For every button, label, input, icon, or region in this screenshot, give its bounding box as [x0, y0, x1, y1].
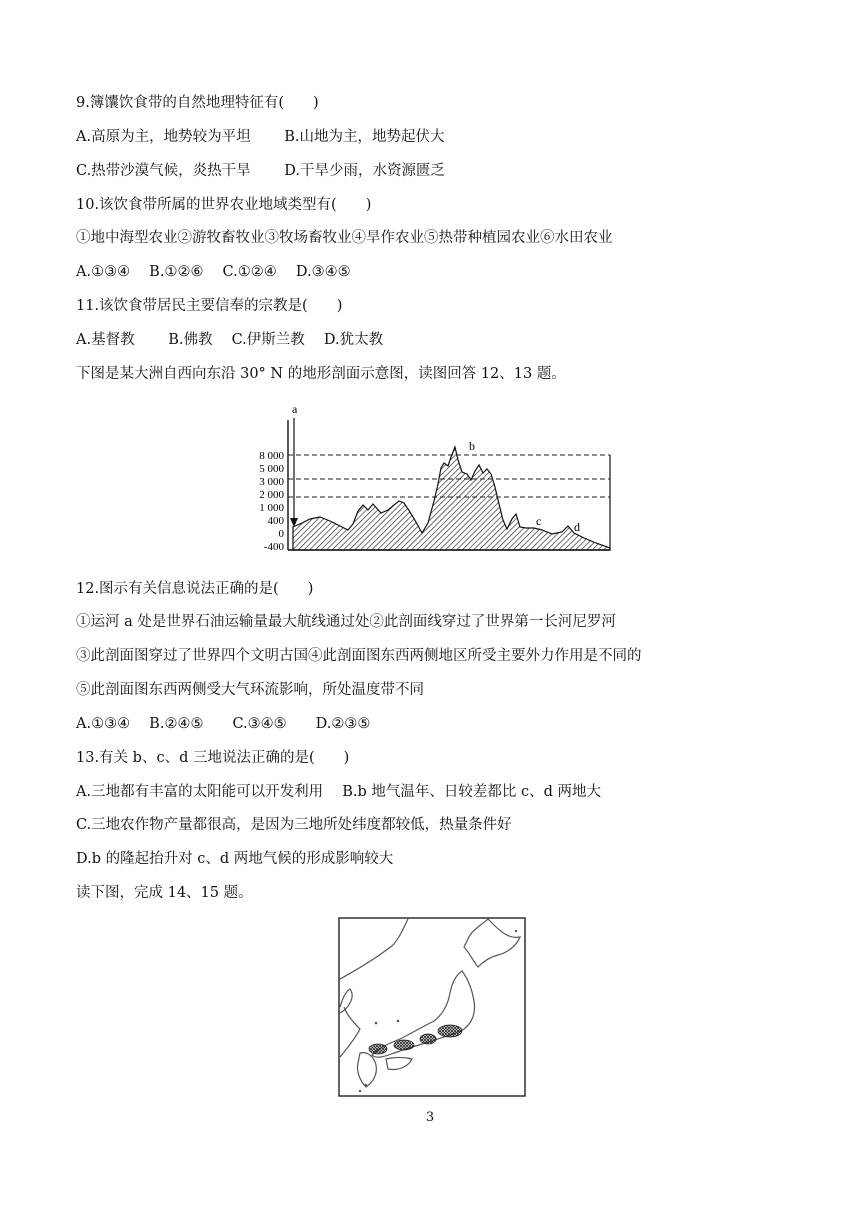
q11-stem: 11.该饮食带居民主要信奉的宗教是( ) [76, 298, 343, 314]
q10-options: A.①③④ B.①②⑥ C.①②④ D.③④⑤ [76, 264, 351, 280]
q12-stem: 12.图示有关信息说法正确的是( ) [76, 581, 314, 597]
q9-stem: 9.簿馕饮食带的自然地理特征有( ) [76, 95, 319, 111]
shaded-region-1 [438, 1025, 462, 1037]
y-tick-8000: 8 000 [259, 450, 284, 462]
q12-item-2: ③此剖面图穿过了世界四个文明古国④此剖面图东西两侧地区所受主要外力作用是不同的 [76, 648, 642, 664]
q11-options: A.基督教 B.佛教 C.伊斯兰教 D.犹太教 [76, 332, 384, 348]
label-b: b [469, 439, 475, 453]
small-island [375, 1022, 378, 1025]
q13-stem: 13.有关 b、c、d 三地说法正确的是( ) [76, 750, 350, 766]
page-number: 3 [425, 1110, 435, 1125]
q12-item-3: ⑤此剖面图东西两侧受大气环流影响，所处温度带不同 [76, 682, 424, 698]
y-tick-0: 0 [278, 528, 284, 540]
small-island [365, 1084, 367, 1086]
label-a: a [292, 402, 298, 416]
y-tick-3000: 3 000 [259, 476, 284, 488]
q12-item-1: ①运河 a 处是世界石油运输量最大航线通过处②此剖面线穿过了世界第一长河尼罗河 [76, 614, 616, 630]
q9-options-ab: A.高原为主，地势较为平坦 B.山地为主，地势起伏大 [76, 129, 445, 145]
q9-options-cd: C.热带沙漠气候，炎热干旱 D.干旱少雨，水资源匮乏 [76, 163, 446, 179]
terrain-profile-svg [244, 400, 616, 556]
small-island [397, 1020, 400, 1023]
japan-map-figure [338, 917, 526, 1097]
japan-map-svg [338, 917, 526, 1097]
y-tick-1000: 1 000 [259, 502, 284, 514]
intro-14-15: 读下图，完成 14、15 题。 [76, 885, 253, 901]
small-island [359, 1090, 361, 1092]
shaded-region-4 [369, 1044, 387, 1054]
q10-items: ①地中海型农业②游牧畜牧业③牧场畜牧业④旱作农业⑤热带种植园农业⑥水田农业 [76, 230, 613, 246]
y-tick-400: 400 [267, 515, 284, 527]
shaded-region-2 [420, 1034, 436, 1044]
shaded-region-3 [394, 1040, 414, 1050]
terrain-profile [293, 447, 610, 550]
terrain-profile-figure [244, 400, 616, 556]
q13-option-d: D.b 的隆起抬升对 c、d 两地气候的形成影响较大 [76, 851, 394, 867]
y-tick-5000: 5 000 [259, 463, 284, 475]
q10-stem: 10.该饮食带所属的世界农业地域类型有( ) [76, 197, 372, 213]
label-d: d [574, 520, 580, 534]
label-c: c [536, 514, 542, 528]
intro-12-13: 下图是某大洲自西向东沿 30° N 的地形剖面示意图，读图回答 12、13 题。 [76, 366, 566, 382]
q13-options-ab: A.三地都有丰富的太阳能可以开发利用 B.b 地气温年、日较差都比 c、d 两地大 [76, 784, 601, 800]
small-island [515, 930, 517, 932]
q12-options: A.①③④ B.②④⑤ C.③④⑤ D.②③⑤ [76, 716, 371, 732]
y-tick-minus400: -400 [263, 541, 284, 553]
q13-option-c: C.三地农作物产量都很高，是因为三地所处纬度都较低，热量条件好 [76, 817, 512, 833]
y-tick-2000: 2 000 [259, 489, 284, 501]
